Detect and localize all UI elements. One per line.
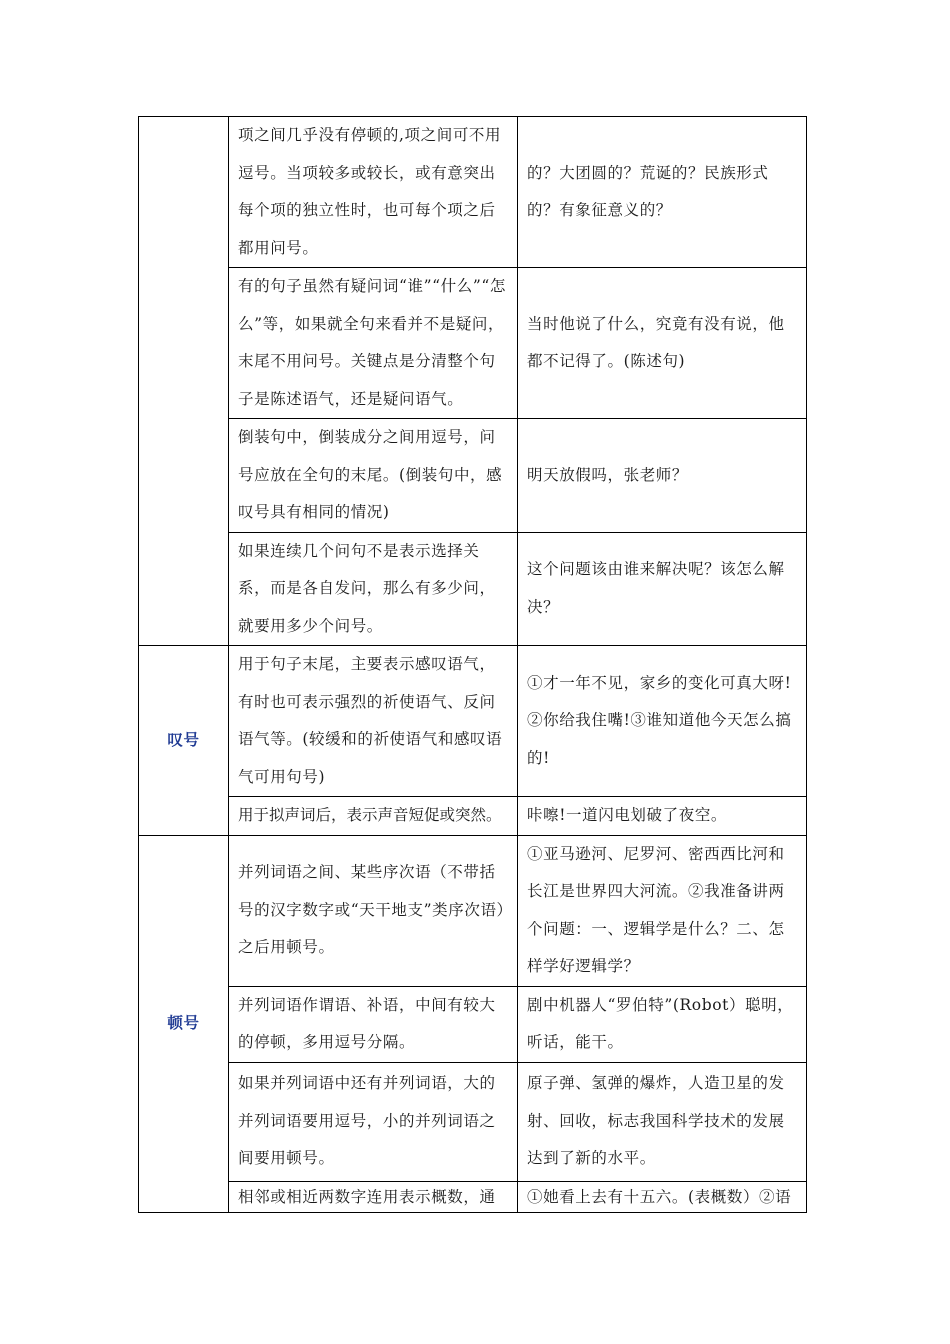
rule-cell: 并列词语作谓语、补语，中间有较大的停顿，多用逗号分隔。	[229, 986, 518, 1062]
table-row	[139, 1181, 807, 1212]
table-row	[139, 1062, 807, 1181]
punctuation-rules-table	[138, 116, 807, 1213]
rule-cell: 用于句子末尾，主要表示感叹语气，有时也可表示强烈的祈使语气、反问语气等。(较缓和的祈使语气和感叹语气可用句号)	[229, 646, 518, 797]
rule-cell: 项之间几乎没有停顿的,项之间可不用逗号。当项较多或较长，或有意突出每个项的独立性时，也可每个项之后都用问号。	[229, 117, 518, 268]
rule-cell: 用于拟声词后，表示声音短促或突然。	[229, 797, 518, 836]
rule-cell: 如果并列词语中还有并列词语，大的并列词语要用逗号，小的并列词语之间要用顿号。	[229, 1062, 518, 1181]
example-cell: 咔嚓!一道闪电划破了夜空。	[518, 797, 807, 836]
table-row	[139, 797, 807, 836]
example-cell: 的？大团圆的？荒诞的？民族形式的？有象征意义的？	[518, 117, 807, 268]
rule-cell: 有的句子虽然有疑问词“谁”“什么”“怎么”等，如果就全句来看并不是疑问，末尾不用问号。关键点是分清整个句子是陈述语气，还是疑问语气。	[229, 268, 518, 419]
example-cell: ①她看上去有十五六。(表概数）②语	[518, 1181, 807, 1212]
category-cell-blank	[139, 117, 229, 646]
example-cell: 这个问题该由谁来解决呢？该怎么解决？	[518, 532, 807, 646]
example-cell: 剧中机器人“罗伯特”(Robot）聪明，听话，能干。	[518, 986, 807, 1062]
rule-cell: 并列词语之间、某些序次语（不带括号的汉字数字或“天干地支”类序次语）之后用顿号。	[229, 835, 518, 986]
table-row	[139, 268, 807, 419]
table-row	[139, 986, 807, 1062]
category-cell-exclamation: 叹号	[139, 646, 229, 836]
table-row	[139, 117, 807, 268]
table-row	[139, 646, 807, 797]
table-row	[139, 835, 807, 986]
example-cell: ①亚马逊河、尼罗河、密西西比河和长江是世界四大河流。②我准备讲两个问题：一、逻辑学是什么？二、怎样学好逻辑学？	[518, 835, 807, 986]
example-cell: 原子弹、氢弹的爆炸，人造卫星的发射、回收，标志我国科学技术的发展达到了新的水平。	[518, 1062, 807, 1181]
category-cell-enumeration-comma: 顿号	[139, 835, 229, 1212]
example-cell: ①才一年不见，家乡的变化可真大呀!②你给我住嘴!③谁知道他今天怎么搞的!	[518, 646, 807, 797]
rule-cell: 相邻或相近两数字连用表示概数，通	[229, 1181, 518, 1212]
example-cell: 当时他说了什么，究竟有没有说，他都不记得了。(陈述句)	[518, 268, 807, 419]
rule-cell: 倒装句中，倒装成分之间用逗号，问号应放在全句的末尾。(倒装句中，感叹号具有相同的情况)	[229, 419, 518, 533]
table-row	[139, 419, 807, 533]
rule-cell: 如果连续几个问句不是表示选择关系，而是各自发问，那么有多少问，就要用多少个问号。	[229, 532, 518, 646]
example-cell: 明天放假吗，张老师？	[518, 419, 807, 533]
table-row	[139, 532, 807, 646]
